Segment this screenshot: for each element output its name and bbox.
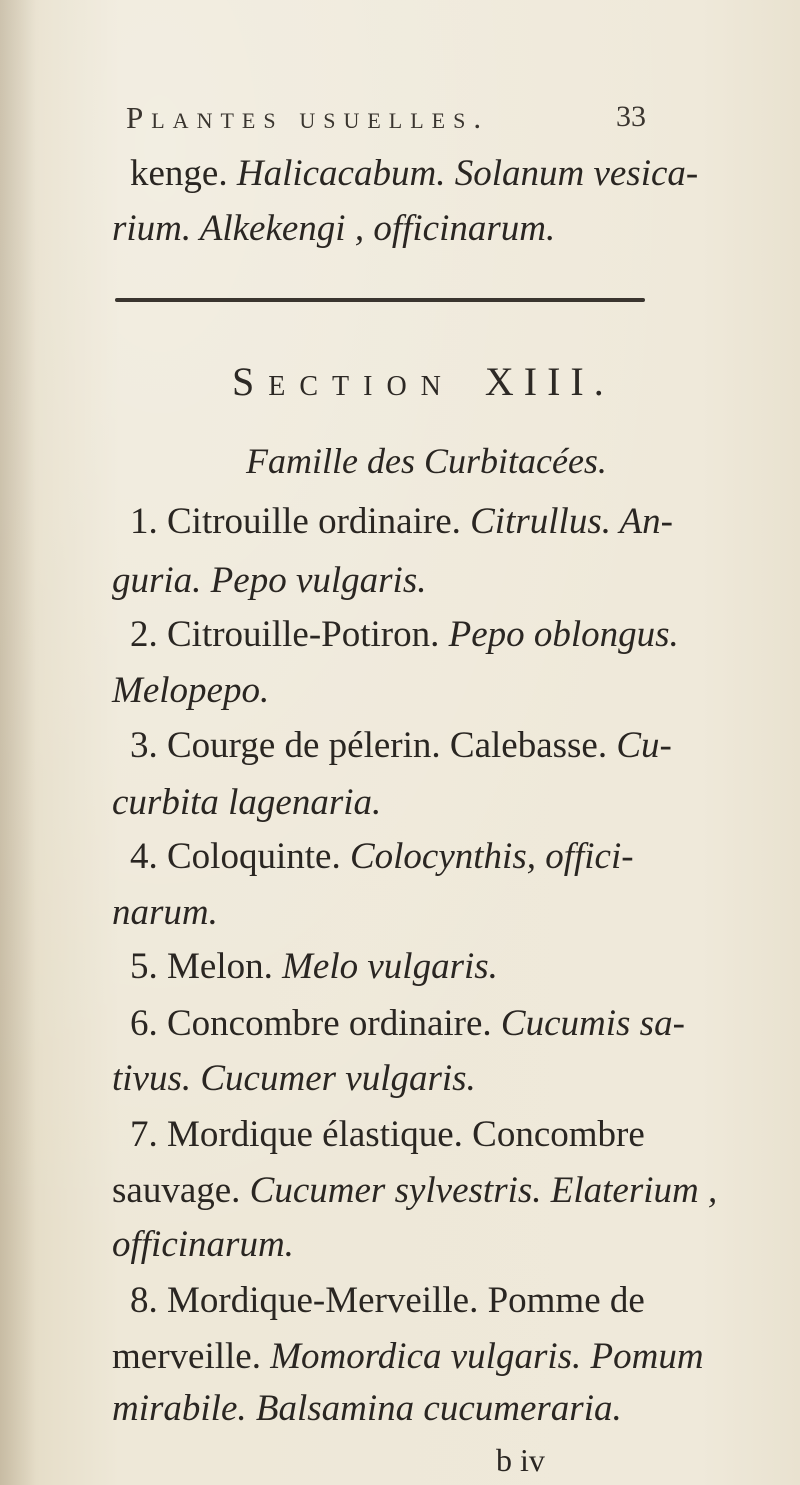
carryover-line-2 <box>112 210 555 247</box>
entry-6-line-2 <box>112 1060 476 1097</box>
section-rule <box>115 298 645 302</box>
entry-6-line-1 <box>130 1005 685 1042</box>
entry-2-line-1 <box>130 616 679 653</box>
entry-latin: Cucumis sa- <box>500 1003 685 1044</box>
section-word: Section <box>232 359 455 404</box>
carryover-latin: rium. Alkekengi , officinarum. <box>112 208 556 249</box>
running-head: Plantes usuelles. <box>126 100 490 135</box>
entry-2-line-2 <box>112 672 269 709</box>
carryover-line-1 <box>130 155 698 192</box>
entry-latin: Melopepo. <box>112 670 270 711</box>
entry-latin: curbita lagenaria. <box>112 782 382 823</box>
entry-1-line-1 <box>130 503 673 540</box>
entry-text: 5. Melon. <box>130 946 283 987</box>
entry-1-line-2 <box>112 562 426 599</box>
entry-latin: Colocynthis, offici- <box>349 836 634 877</box>
entry-text: 3. Courge de pélerin. Calebasse. <box>130 725 617 766</box>
entry-8-line-3 <box>112 1390 622 1427</box>
entry-text: 7. Mordique élastique. Concombre <box>130 1114 645 1155</box>
page-number: 33 <box>616 100 646 133</box>
entry-latin: Pepo oblongus. <box>448 614 679 655</box>
entry-text: merveille. <box>112 1336 271 1377</box>
entry-latin: narum. <box>112 892 218 933</box>
entry-text: 8. Mordique-Merveille. Pomme de <box>130 1280 645 1321</box>
entry-4-line-2 <box>112 894 218 931</box>
entry-latin: mirabile. Balsamina cucumeraria. <box>112 1388 622 1429</box>
entry-text: sauvage. <box>112 1170 250 1211</box>
entry-text: 1. Citrouille ordinaire. <box>130 501 471 542</box>
section-heading <box>232 358 614 405</box>
entry-3-line-2 <box>112 784 381 821</box>
entry-text: 2. Citrouille-Potiron. <box>130 614 449 655</box>
entry-latin: Momordica vulgaris. Pomum <box>270 1336 704 1377</box>
entry-7-line-2 <box>112 1172 717 1209</box>
section-subtitle: Famille des Curbitacées. <box>246 441 607 481</box>
entry-latin: officinarum. <box>112 1224 294 1265</box>
entry-5-line-1 <box>130 948 498 985</box>
entry-7-line-3 <box>112 1226 294 1263</box>
carryover-text: kenge. <box>130 153 237 194</box>
entry-8-line-1 <box>130 1282 645 1319</box>
section-number: XIII. <box>484 359 614 404</box>
entry-7-line-1 <box>130 1116 645 1153</box>
entry-4-line-1 <box>130 838 634 875</box>
entry-latin: tivus. Cucumer vulgaris. <box>112 1058 476 1099</box>
carryover-latin: Halicacabum. Solanum vesica- <box>236 153 699 194</box>
entry-latin: Citrullus. An- <box>470 501 673 542</box>
entry-latin: Cu- <box>616 725 672 766</box>
entry-3-line-1 <box>130 727 672 764</box>
entry-latin: Cucumer sylvestris. Elaterium , <box>249 1170 718 1211</box>
entry-latin: Melo vulgaris. <box>282 946 498 987</box>
entry-text: 6. Concombre ordinaire. <box>130 1003 501 1044</box>
signature-mark: b iv <box>496 1442 545 1478</box>
entry-8-line-2 <box>112 1338 704 1375</box>
entry-text: 4. Coloquinte. <box>130 836 350 877</box>
entry-latin: guria. Pepo vulgaris. <box>112 560 427 601</box>
